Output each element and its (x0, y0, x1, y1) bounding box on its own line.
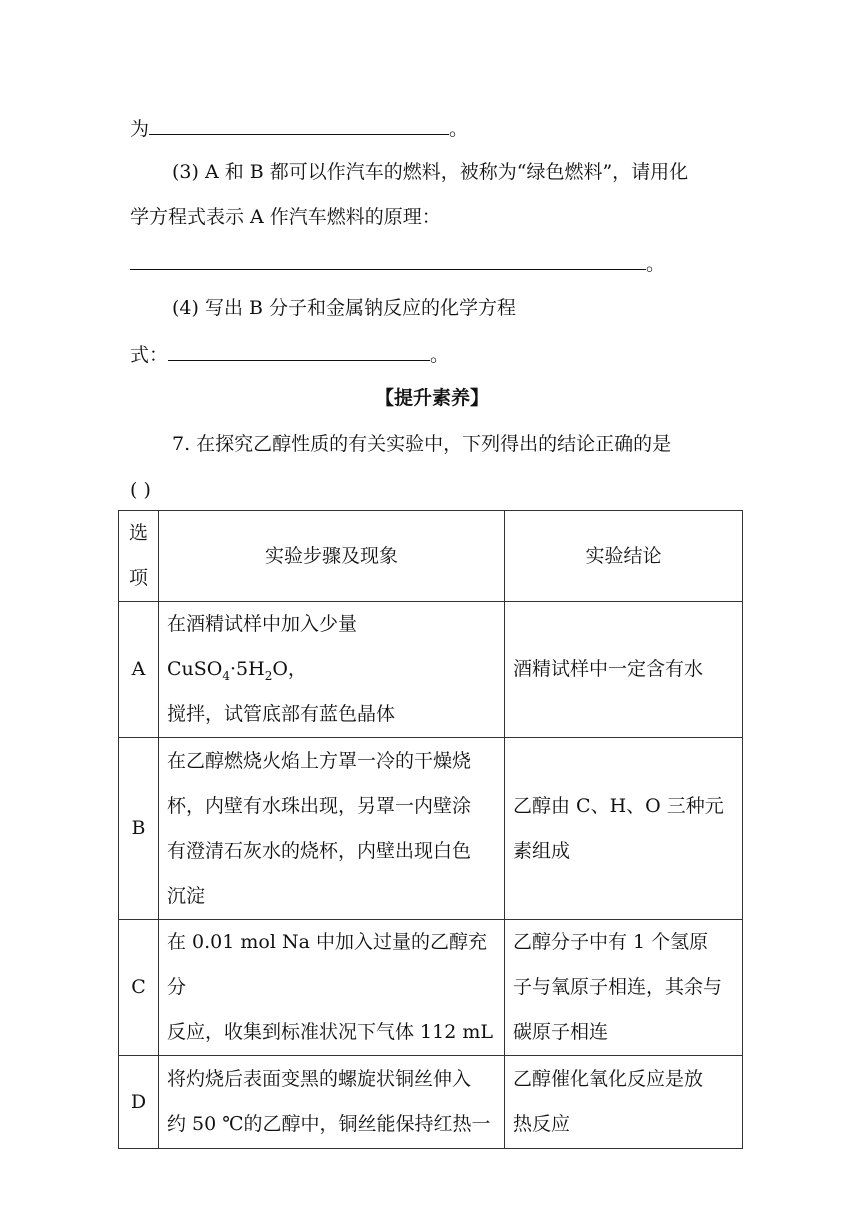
row-conclusion (505, 1056, 743, 1149)
q4-suffix: 。 (430, 344, 450, 366)
row-conclusion-line: 热反应 (513, 1113, 571, 1135)
experiment-table (118, 510, 743, 1149)
table-row[interactable] (119, 920, 743, 1056)
q7-answer-bracket[interactable]: ( ) (130, 479, 151, 501)
row-option: B (119, 738, 159, 920)
row-conclusion-line: 子与氧原子相连，其余与 (513, 976, 723, 998)
row-steps-line: 有澄清石灰水的烧杯，内壁出现白色 (167, 839, 472, 862)
row-conclusion-line: 乙醇催化氧化反应是放 (513, 1068, 704, 1090)
row-steps-line: 反应，收集到标准状况下气体 112 mL (167, 1021, 493, 1043)
table-row[interactable] (119, 738, 743, 920)
row-steps-line: 杯，内壁有水珠出现，另罩一内壁涂 (167, 794, 472, 817)
steps-text: O， (272, 658, 307, 680)
q4-prefix: 式： (130, 344, 169, 366)
row-conclusion-line: 乙醇分子中有 1 个氢原 (513, 931, 709, 953)
row-conclusion (505, 602, 743, 738)
row-option: A (119, 602, 159, 738)
row-steps (159, 738, 505, 920)
row-steps-line: 搅拌，试管底部有蓝色晶体 (167, 703, 396, 725)
row-conclusion (505, 738, 743, 920)
header-conclusion: 实验结论 (505, 511, 743, 602)
q4-answer-blank[interactable] (168, 340, 430, 361)
table-row[interactable] (119, 602, 743, 738)
row-steps-line: 将灼烧后表面变黑的螺旋状铜丝伸入 (167, 1068, 472, 1090)
table-header-row (119, 511, 743, 602)
row-steps (159, 1056, 505, 1149)
q2-answer-line (130, 114, 468, 143)
row-steps (159, 602, 505, 738)
header-option-line1: 选 (128, 522, 148, 544)
header-steps: 实验步骤及现象 (159, 511, 505, 602)
row-option: D (119, 1056, 159, 1149)
row-option: C (119, 920, 159, 1056)
row-steps-line: 在乙醇燃烧火焰上方罩一冷的干燥烧 (167, 749, 472, 772)
row-conclusion-line: 素组成 (513, 839, 571, 862)
q3-answer-line (130, 249, 665, 278)
q3-line-1: (3) A 和 B 都可以作汽车的燃料，被称为“绿色燃料”，请用化 (172, 161, 689, 183)
table-row[interactable] (119, 1056, 743, 1149)
q2-prefix: 为 (130, 118, 150, 140)
row-conclusion-line: 碳原子相连 (513, 1021, 609, 1043)
q2-answer-blank[interactable] (149, 114, 449, 135)
header-option (119, 511, 159, 602)
subscript: 2 (264, 668, 273, 683)
q4-line-1: (4) 写出 B 分子和金属钠反应的化学方程 (172, 297, 516, 319)
row-steps (159, 920, 505, 1056)
row-conclusion (505, 920, 743, 1056)
steps-text: ·5H (230, 658, 265, 680)
q3-line-2: 学方程式表示 A 作汽车燃料的原理： (130, 206, 441, 228)
row-steps-line (167, 602, 496, 692)
q3-suffix: 。 (646, 253, 666, 275)
row-conclusion-line: 酒精试样中一定含有水 (513, 658, 704, 680)
row-steps-line: 在 0.01 mol Na 中加入过量的乙醇充分 (167, 931, 487, 998)
header-option-line2: 项 (128, 567, 148, 589)
section-heading: 【提升素养】 (375, 387, 490, 409)
q4-answer-line (130, 340, 449, 369)
q3-answer-blank[interactable] (130, 249, 646, 270)
row-steps-line: 沉淀 (167, 884, 206, 907)
subscript: 4 (222, 668, 231, 683)
steps-text: 在酒精试样中加入少量 CuSO (167, 613, 358, 680)
q7-stem: 7. 在探究乙醇性质的有关实验中，下列得出的结论正确的是 (172, 433, 672, 455)
row-conclusion-line: 乙醇由 C、H、O 三种元 (513, 794, 724, 817)
q2-suffix: 。 (449, 118, 469, 140)
row-steps-line: 约 50 ℃的乙醇中，铜丝能保持红热一 (167, 1113, 491, 1135)
